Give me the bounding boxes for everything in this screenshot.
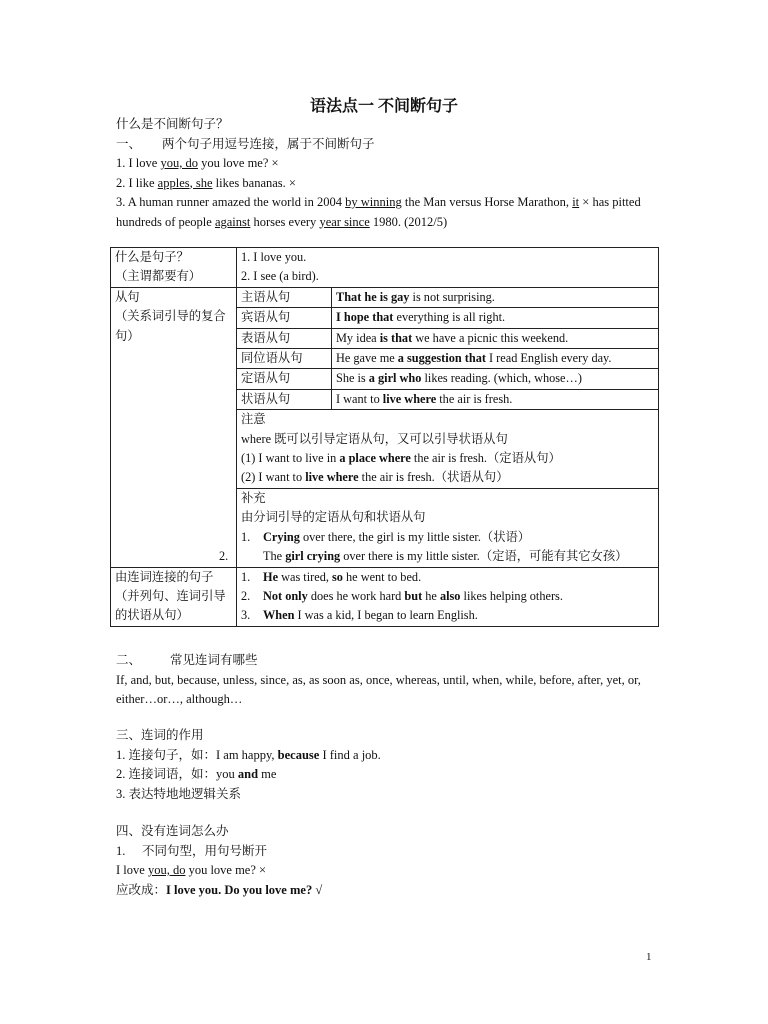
example-1: 1. I love you, do you love me? ×: [116, 156, 279, 170]
intro-question: 什么是不间断句子？: [116, 117, 229, 131]
clause-example: She is a girl who likes reading. (which, whose…): [332, 369, 659, 389]
clause-type: 同位语从句: [237, 349, 332, 369]
list-item: 3. 表达特地地逻辑关系: [116, 786, 242, 801]
supplement-cell: 补充 由分词引导的定语从句和状语从句 1. Crying over there, the girl is my little sister.（状语） 2. The girl crying over there is my little sister.（定语，可能有其它女孩）: [237, 488, 659, 567]
section-two-heading: 二、 常见连词有哪些: [116, 653, 258, 667]
sentence-examples: 1. I love you. 2. I see (a bird).: [237, 248, 659, 288]
section-four-heading: 四、没有连词怎么办: [116, 824, 229, 838]
row-header-conjunction: 由连词连接的句子 （并列句、连词引导的状语从句）: [111, 567, 237, 626]
clause-type: 宾语从句: [237, 308, 332, 328]
row-header-sentence: 什么是句子？ （主谓都要有）: [111, 248, 237, 288]
conjunction-examples: 1. He was tired, so he went to bed. 2. Not only does he work hard but he also likes helping others. 3. When I was a kid, I began to learn English.: [237, 567, 659, 626]
clause-example: That he is gay is not surprising.: [332, 287, 659, 307]
corrected-example: 应改成：I love you. Do you love me? √: [116, 882, 323, 897]
clause-type: 主语从句: [237, 287, 332, 307]
conjunction-list: If, and, but, because, unless, since, as, as soon as, once, whereas, until, when, while, before, after, yet, or, either…or…, although…: [116, 672, 641, 706]
page-number: 1: [646, 951, 652, 963]
table-row: [111, 287, 659, 307]
clause-type: 表语从句: [237, 328, 332, 348]
list-item: 1. 不同句型，用句号断开: [116, 843, 268, 858]
note-cell: 注意 where 既可以引导定语从句，又可以引导状语从句 (1) I want to live in a place where the air is fresh.（定语从句） (2) I want to live where the air is fresh.（状语从句）: [237, 410, 659, 489]
intro-section: [116, 115, 656, 232]
row-header-clause: 从句 （关系词引导的复合句）: [111, 287, 237, 567]
section-three: [116, 726, 656, 804]
section-four: [116, 822, 656, 900]
section-one-heading: 一、 两个句子用逗号连接，属于不间断句子: [116, 136, 375, 151]
example-3: 3. A human runner amazed the world in 2004 by winning the Man versus Horse Marathon, it × has pitted hundreds of people against horses every year since 1980. (2012/5): [116, 195, 641, 229]
table-row: [111, 248, 659, 288]
list-item: 1. 连接句子，如：I am happy, because I find a job.: [116, 747, 381, 762]
example-2: 2. I like apples, she likes bananas. ×: [116, 175, 296, 190]
clause-example: My idea is that we have a picnic this weekend.: [332, 328, 659, 348]
table-row: [111, 567, 659, 626]
sentence-types-table: [110, 247, 659, 627]
clause-type: 定语从句: [237, 369, 332, 389]
clause-example: I want to live where the air is fresh.: [332, 389, 659, 409]
list-item: 2. 连接词语，如：you and me: [116, 767, 277, 781]
section-two: [116, 651, 656, 710]
clause-example: I hope that everything is all right.: [332, 308, 659, 328]
clause-example: He gave me a suggestion that I read English every day.: [332, 349, 659, 369]
page-title: 语法点一 不间断句子: [309, 98, 458, 115]
section-three-heading: 三、连词的作用: [116, 728, 204, 742]
wrong-example: I love you, do you love me? ×: [116, 863, 267, 877]
clause-type: 状语从句: [237, 389, 332, 409]
